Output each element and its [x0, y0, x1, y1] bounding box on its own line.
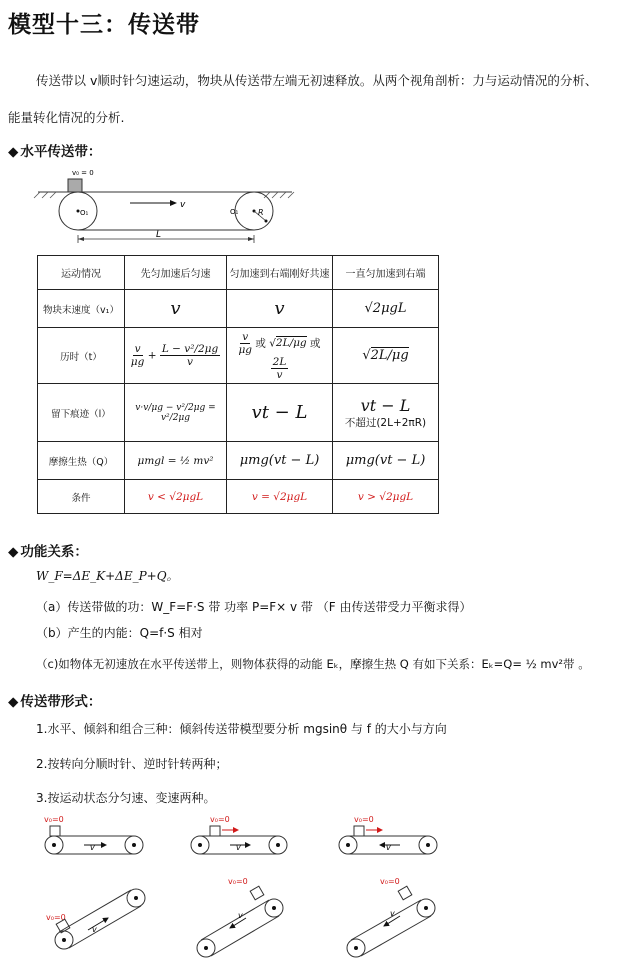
row-label: 条件: [38, 480, 125, 514]
section-forms-heading: ◆ 传送带形式：: [8, 694, 102, 710]
cell-condition: v < √2μgL: [125, 480, 227, 514]
belt-horizontal-3: [339, 815, 437, 854]
table-header: 匀加速到右端刚好共速: [227, 256, 333, 290]
svg-text:v₀=0: v₀=0: [380, 877, 400, 886]
diamond-bullet-icon: ◆: [8, 144, 19, 160]
cell-trace: vt − L: [227, 384, 333, 442]
belt-horizontal-2: [191, 815, 287, 854]
forms-item-1: 1.水平、倾斜和组合三种：倾斜传送带模型要分析 mgsinθ 与 f 的大小与方向: [36, 722, 447, 736]
belt-horizontal-1: [44, 815, 143, 854]
cell-time: √2L/μg: [333, 328, 439, 384]
belt-inclined-2: [197, 877, 283, 957]
summary-table: [37, 255, 439, 514]
table-row: [38, 290, 439, 328]
table-row: [38, 384, 439, 442]
table-row: [38, 480, 439, 514]
forms-item-2: 2.按转向分顺时针、逆时针转两种；: [36, 757, 228, 771]
forms-item-3: 3.按运动状态分匀速、变速两种。: [36, 791, 216, 805]
table-row: [38, 442, 439, 480]
svg-text:v₀=0: v₀=0: [354, 815, 374, 824]
energy-item-a: （a）传送带做的功：W_F=F·S 带 功率 P=F× v 带 （F 由传送带受力平衡求得）: [36, 600, 472, 614]
section-energy-heading: ◆ 功能关系：: [8, 544, 88, 560]
svg-text:v: v: [386, 843, 391, 852]
svg-text:v: v: [390, 909, 395, 918]
r-label: R: [258, 208, 264, 217]
page-title: 模型十三：传送带: [8, 12, 200, 38]
svg-text:v₀=0: v₀=0: [44, 815, 64, 824]
row-label: 摩擦生热（Q）: [38, 442, 125, 480]
cell-condition: v = √2μgL: [227, 480, 333, 514]
svg-text:v: v: [90, 843, 95, 852]
l-label: L: [156, 230, 162, 240]
energy-item-c: （c)如物体无初速放在水平传送带上，则物体获得的动能 Eₖ，摩擦生热 Q 有如下关系：Eₖ=Q= ½ mv²带 。: [36, 657, 590, 671]
diamond-bullet-icon: ◆: [8, 544, 19, 560]
svg-text:v₀=0: v₀=0: [46, 913, 66, 922]
section-horizontal-heading: ◆ 水平传送带：: [8, 144, 102, 160]
cell-heat: μmg(vt − L): [227, 442, 333, 480]
cell-condition: v > √2μgL: [333, 480, 439, 514]
svg-text:v: v: [92, 925, 97, 934]
row-label: 留下痕迹（l）: [38, 384, 125, 442]
o1-label-right: O₁: [230, 208, 239, 216]
cell-final-velocity: √2μgL: [333, 290, 439, 328]
svg-text:v: v: [236, 843, 241, 852]
v-label: v: [180, 200, 186, 210]
energy-item-b: （b）产生的内能：Q=f·S 相对: [36, 626, 203, 640]
table-header: 先匀加速后匀速: [125, 256, 227, 290]
table-header: 一直匀加速到右端: [333, 256, 439, 290]
table-row: [38, 328, 439, 384]
cell-trace: v·v/μg − v²/2μg = v²/2μg: [125, 384, 227, 442]
svg-text:v: v: [238, 911, 243, 920]
belt-inclined-3: [347, 877, 435, 957]
belt-forms-diagrams: [38, 812, 478, 962]
horizontal-belt-diagram: [30, 165, 300, 245]
o1-label-left: O₁: [80, 209, 89, 217]
energy-formula: W_F=ΔE_K+ΔE_P+Q。: [36, 569, 179, 583]
diamond-bullet-icon: ◆: [8, 694, 19, 710]
cell-trace: vt − L 不超过(2L+2πR): [333, 384, 439, 442]
belt-inclined-1: [46, 889, 145, 949]
table-header-row: [38, 256, 439, 290]
intro-line-2: 能量转化情况的分析.: [8, 110, 125, 125]
cell-final-velocity: v: [227, 290, 333, 328]
row-label: 物块末速度（v₁）: [38, 290, 125, 328]
cell-final-velocity: v: [125, 290, 227, 328]
cell-heat: μmg(vt − L): [333, 442, 439, 480]
cell-time: $\frac{v}{\mu g}$ + $\frac{\text{L − v²/2μg}}{v}$: [125, 328, 227, 384]
block: [68, 179, 82, 192]
cell-time: $\frac{v}{\mu g}$ 或 √2L/μg 或 $\frac{2L}{v}$: [227, 328, 333, 384]
v0-label: v₀ = 0: [72, 169, 94, 177]
intro-line-1: 传送带以 v顺时针匀速运动，物块从传送带左端无初速释放。从两个视角剖析：力与运动情况的分析、: [36, 73, 598, 88]
row-label: 历时（t）: [38, 328, 125, 384]
svg-text:v₀=0: v₀=0: [210, 815, 230, 824]
svg-text:v₀=0: v₀=0: [228, 877, 248, 886]
table-header: 运动情况: [38, 256, 125, 290]
cell-heat: μmgl = ½ mv²: [125, 442, 227, 480]
